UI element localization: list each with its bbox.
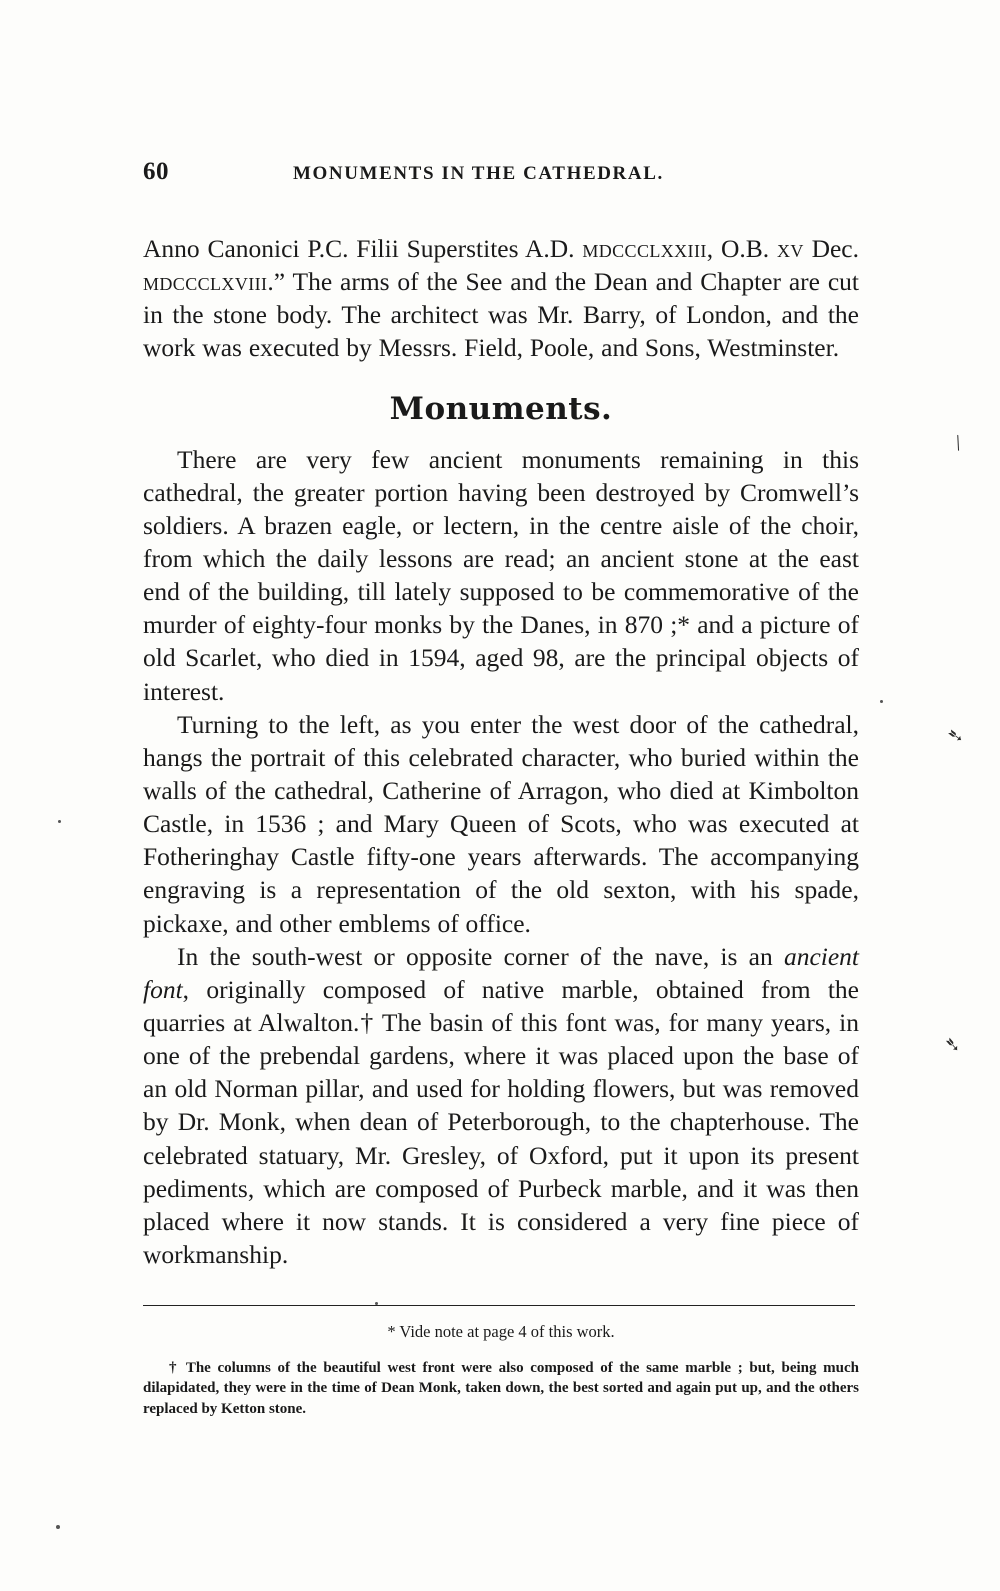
running-head (143, 158, 859, 186)
footnote-divider (143, 1305, 855, 1306)
paragraph-anno-canonici (143, 232, 859, 365)
paragraph-text-part: .” The arms of the See and the Dean and Chapter are cut in the stone body. The architect was Mr. Barry, of London, and the work was executed by Messrs. Field, Poole, and Sons, Westminster. (143, 267, 859, 363)
scan-speck (58, 820, 61, 823)
scan-artifact-mark-1: \ (951, 429, 965, 456)
small-caps-numeral: xv (776, 234, 804, 263)
paragraph-text-part: Dec. (803, 234, 859, 263)
scan-artifact-mark-2: ➴ (945, 723, 966, 749)
small-caps-date-1: mdccclxxiii (582, 234, 707, 263)
footnote-star: * Vide note at page 4 of this work. (387, 1322, 615, 1342)
scan-speck (56, 1525, 60, 1529)
paragraph-ancient-monuments: There are very few ancient monuments remaining in this cathedral, the greater portion having been destroyed by Cromwell’s soldiers. A brazen eagle, or lectern, in the centre aisle of the choir, from which the daily lessons are read; an ancient stone at the east end of the building, till lately supposed to be commemorative of the murder of eighty-four monks by the Danes, in 870 ;* and a picture of old Scarlet, who died in 1594, aged 98, are the principal objects of interest. (143, 444, 859, 706)
paragraph-text-part: Anno Canonici P.C. Filii Superstites A.D. (143, 234, 583, 263)
paragraph-text-part: In the south-west or opposite corner of the nave, is an (177, 941, 784, 971)
paragraph-turning-left: Turning to the left, as you enter the west door of the cathedral, hangs the portrait of this celebrated character, who buried within the walls of the cathedral, Catherine of Arragon, who died at Kimbolton Castle, in 1536 ; and Mary Queen of Scots, who was executed at Fotheringhay Castle fifty-one years afterwards. The accompanying engraving is a representation of the old sexton, with his spade, pickaxe, and other emblems of office. (143, 709, 859, 938)
paragraph-text-part: , originally composed of native marble, obtained from the quarries at Alwalton.† The basin of this font was, for many years, in one of the prebendal gardens, where it was placed upon the base of an old Norman pillar, and used for holding flowers, but was removed by Dr. Monk, when dean of Peterborough, to the chapterhouse. The celebrated statuary, Mr. Gresley, of Oxford, put it upon its present pediments, which are composed of Purbeck marble, and it was then placed where it now stands. It is considered a very fine piece of workmanship. (143, 974, 859, 1269)
scan-speck (375, 1302, 378, 1305)
paragraph-text-part: , O.B. (706, 234, 777, 263)
page-content (143, 158, 859, 1419)
footnote-dagger (143, 1358, 859, 1419)
scan-artifact-mark-3: ➴ (943, 1033, 962, 1057)
paragraph-ancient-font (143, 940, 859, 1271)
scan-speck (880, 700, 883, 703)
italic-term-ancient-font: ancient font (143, 941, 859, 1004)
section-heading-monuments: Monuments. (389, 390, 613, 427)
page-number: 60 (143, 158, 169, 185)
small-caps-date-2: mdccclxviii (143, 267, 268, 297)
footnote-dagger-text: † The columns of the beautiful west front were also composed of the same marble ; but, being much dilapidated, they were in the time of Dean Monk, taken down, the best sorted and again put up, and the others replaced by Ketton stone. (143, 1360, 859, 1417)
running-title: MONUMENTS IN THE CATHEDRAL. (293, 163, 664, 184)
